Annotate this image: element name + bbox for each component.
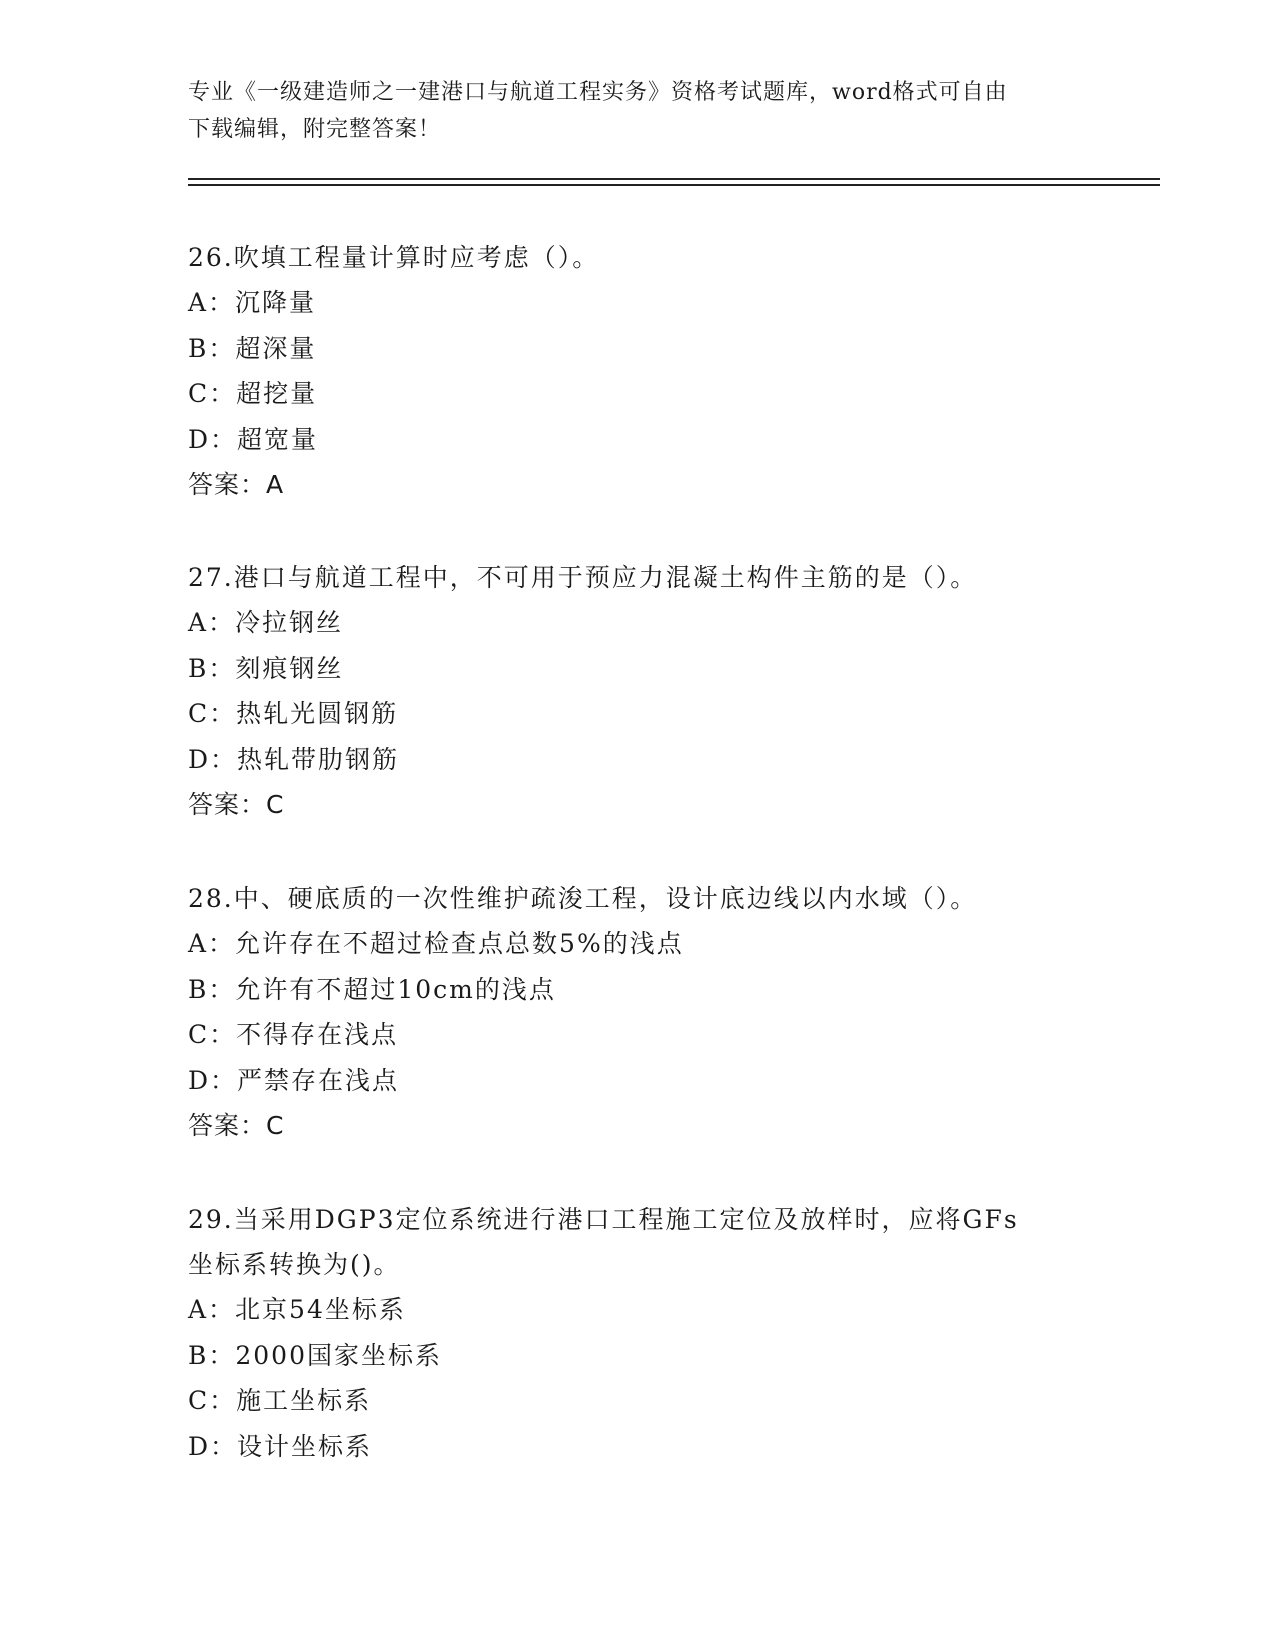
option-c: C：不得存在浅点 xyxy=(188,1020,399,1049)
header-line-1: 专业《一级建造师之一建港口与航道工程实务》资格考试题库，word格式可自由 xyxy=(188,80,1008,105)
option-b: B：2000国家坐标系 xyxy=(188,1340,442,1370)
answer: 答案：A xyxy=(188,470,285,499)
question-29 xyxy=(188,1197,1148,1469)
question-stem: 28.中、硬底质的一次性维护疏浚工程，设计底边线以内水域（）。 xyxy=(188,884,978,913)
option-a: A：北京54坐标系 xyxy=(188,1295,406,1324)
question-27 xyxy=(188,555,1148,828)
option-b: B：超深量 xyxy=(188,333,317,363)
header-line-2: 下载编辑，附完整答案！ xyxy=(188,117,442,142)
header-divider-top xyxy=(188,178,1160,180)
header-divider-bottom xyxy=(188,184,1160,186)
option-d: D：设计坐标系 xyxy=(188,1431,373,1461)
question-26 xyxy=(188,235,1148,508)
option-a: A：沉降量 xyxy=(188,288,317,317)
option-a: A：允许存在不超过检查点总数5%的浅点 xyxy=(188,929,684,958)
answer: 答案：C xyxy=(188,790,285,819)
option-b: B：允许有不超过10cm的浅点 xyxy=(188,974,556,1004)
option-a: A：冷拉钢丝 xyxy=(188,608,344,637)
option-c: C：超挖量 xyxy=(188,379,318,408)
question-stem: 26.吹填工程量计算时应考虑（）。 xyxy=(188,243,600,272)
question-28 xyxy=(188,876,1148,1149)
question-stem-line-1: 29.当采用DGP3定位系统进行港口工程施工定位及放样时，应将GFs xyxy=(188,1205,1019,1234)
question-stem-line-2: 坐标系转换为()。 xyxy=(188,1250,401,1279)
question-stem: 27.港口与航道工程中，不可用于预应力混凝土构件主筋的是（）。 xyxy=(188,563,978,592)
answer: 答案：C xyxy=(188,1111,285,1140)
option-c: C：施工坐标系 xyxy=(188,1386,372,1415)
option-d: D：严禁存在浅点 xyxy=(188,1065,400,1095)
document-header xyxy=(188,74,1068,148)
option-d: D：热轧带肋钢筋 xyxy=(188,744,400,774)
option-c: C：热轧光圆钢筋 xyxy=(188,699,399,728)
option-d: D：超宽量 xyxy=(188,424,319,454)
option-b: B：刻痕钢丝 xyxy=(188,653,344,683)
